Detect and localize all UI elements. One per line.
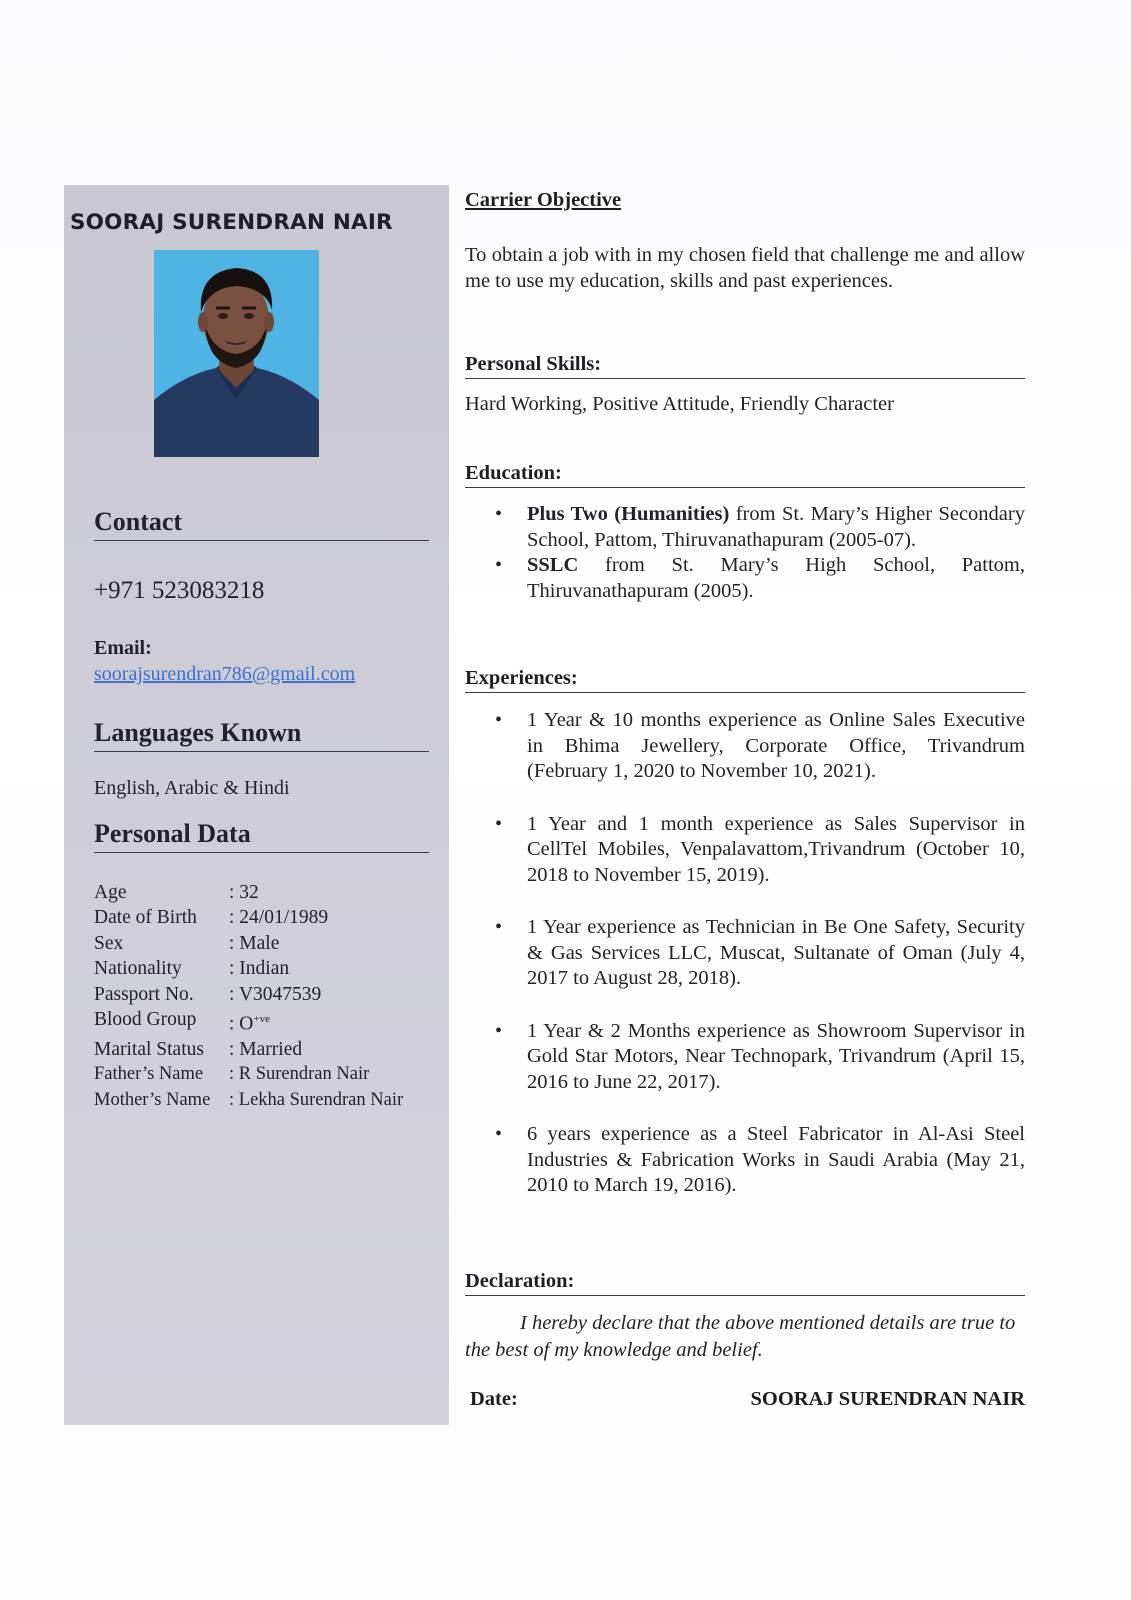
pd-key: Nationality [94, 958, 182, 980]
education-detail: from St. Mary’s Higher Secondary School, Pattom, Thiruvanathapuram (2005-07). [527, 503, 1025, 551]
signature-name: SOORAJ SURENDRAN NAIR [750, 1388, 1025, 1410]
declaration-text: I hereby declare that the above mentioned details are true to the best of my knowledge and belief. [465, 1312, 1016, 1361]
personal-data-row [94, 956, 403, 981]
objective-heading [465, 189, 621, 214]
pd-key: Passport No. [94, 983, 194, 1005]
objective-heading-text: Carrier Objective [465, 189, 622, 211]
pd-value: : 32 [229, 882, 259, 903]
experience-item: • 1 Year & 10 months experience as Online Sales Executive in Bhima Jewellery, Corporate Office, Trivandrum (February 1, 2020 to November 10, 2021). [465, 708, 1025, 785]
pd-key: Age [94, 882, 127, 903]
experience-item: • 6 years experience as a Steel Fabricator in Al-Asi Steel Industries & Fabrication Works in Saudi Arabia (May 21, 2010 to March 19, 2016). [465, 1122, 1025, 1199]
objective-text: To obtain a job with in my chosen field that challenge me and allow me to use my education, skills and past experiences. [465, 244, 1025, 292]
pd-value: : V3047539 [229, 983, 322, 1005]
pd-value: : R Surendran Nair [229, 1064, 370, 1085]
personal-data-row [94, 1062, 403, 1087]
education-degree: Plus Two (Humanities) [527, 503, 730, 525]
pd-value: : Male [229, 932, 280, 954]
personal-data-row [94, 1037, 403, 1062]
pd-key: Father’s Name [94, 1064, 204, 1085]
contact-heading: Contact [94, 507, 429, 541]
declaration-heading: Declaration: [465, 1270, 1025, 1296]
education-list [465, 502, 1025, 604]
email-link[interactable]: soorajsurendran786@gmail.com [94, 663, 356, 685]
personal-data-row [94, 931, 403, 956]
phone-number: +971 523083218 [94, 577, 265, 604]
pd-value: : Indian [229, 958, 290, 980]
experience-list [465, 708, 1025, 1226]
languages-heading: Languages Known [94, 718, 429, 752]
personal-data-row [94, 905, 403, 930]
experience-item: • 1 Year and 1 month experience as Sales Supervisor in CellTel Mobiles, Venpalavattom,Trivandrum (October 10, 2018 to November 15, 2019). [465, 812, 1025, 889]
education-degree: SSLC [527, 554, 579, 576]
languages-text: English, Arabic & Hindi [94, 777, 290, 799]
education-item [465, 502, 1025, 553]
personal-data-row [94, 880, 403, 905]
pd-key: Blood Group [94, 1009, 197, 1031]
experience-heading: Experiences: [465, 667, 1025, 693]
blood-group-value: : O [229, 1013, 254, 1035]
pd-value: : 24/01/1989 [229, 907, 329, 929]
education-heading: Education: [465, 462, 1025, 488]
education-item [465, 553, 1025, 604]
experience-item: • 1 Year & 2 Months experience as Showroom Supervisor in Gold Star Motors, Near Technopark, Trivandrum (April 15, 2016 to June 22, 2017). [465, 1019, 1025, 1096]
personal-data-row [94, 1007, 403, 1037]
pd-key: Sex [94, 932, 124, 954]
pd-key: Mother’s Name [94, 1089, 211, 1110]
experience-item: • 1 Year experience as Technician in Be One Safety, Security & Gas Services LLC, Muscat, Sultanate of Oman (July 4, 2017 to August 28, 2018). [465, 915, 1025, 992]
date-label: Date: [470, 1388, 518, 1410]
pd-value [229, 1007, 403, 1037]
personal-data-table [94, 880, 403, 1113]
email-label: Email: [94, 637, 152, 659]
pd-key: Date of Birth [94, 907, 197, 929]
candidate-name: SOORAJ SURENDRAN NAIR [70, 210, 393, 235]
education-detail: from St. Mary’s High School, Pattom, Thiruvanathapuram (2005). [527, 554, 1025, 602]
skills-text: Hard Working, Positive Attitude, Friendly Character [465, 393, 894, 415]
personal-data-row [94, 982, 403, 1007]
blood-group-sup: +ve [253, 1013, 270, 1026]
pd-value: : Lekha Surendran Nair [229, 1089, 404, 1110]
pd-value: : Married [229, 1038, 303, 1060]
profile-photo [154, 250, 319, 457]
personal-data-heading: Personal Data [94, 819, 429, 853]
pd-key: Marital Status [94, 1038, 204, 1060]
sidebar [64, 185, 449, 1425]
skills-heading: Personal Skills: [465, 353, 1025, 379]
personal-data-row [94, 1088, 403, 1113]
